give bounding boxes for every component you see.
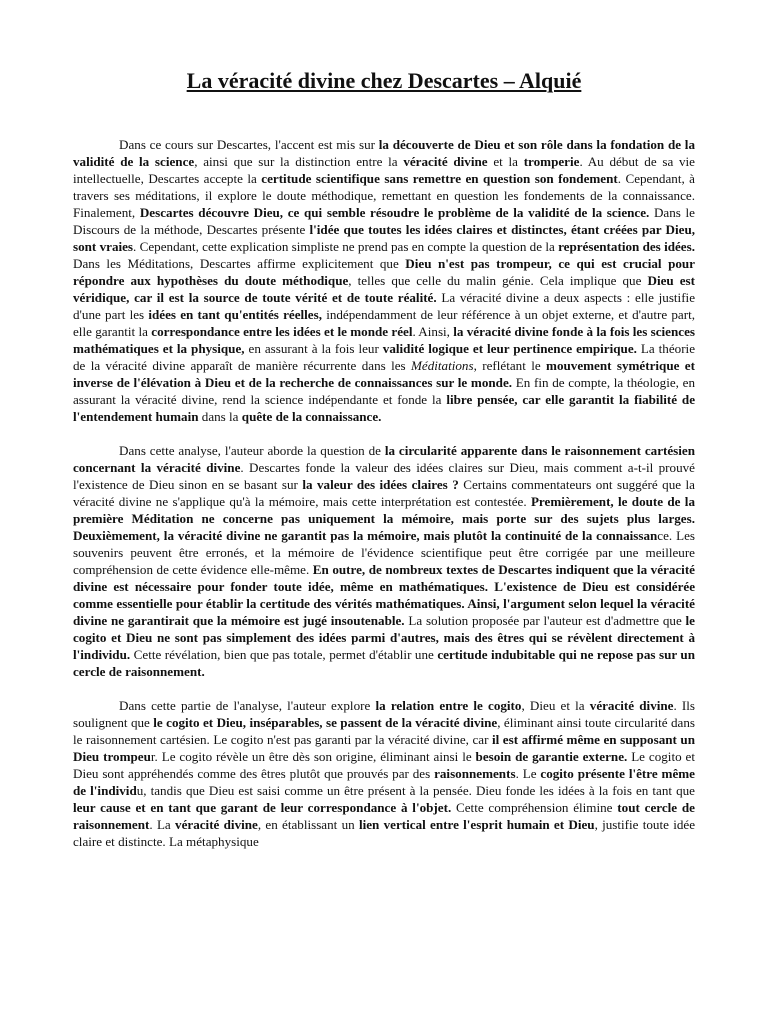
bold-run: Dieu est véridique, car il est la source de toute vérité et de toute réalité. xyxy=(73,273,696,305)
text-run: dans la xyxy=(198,409,242,424)
bold-run: leur cause et en tant que garant de leur correspondance à l'objet. xyxy=(73,800,452,815)
bold-run: certitude scientifique sans remettre en question son fondement xyxy=(261,171,618,186)
text-run: , en établissant un xyxy=(257,817,359,832)
text-run: . La xyxy=(149,817,176,832)
document-page xyxy=(73,66,695,867)
bold-run: la véracité divine fonde à la fois les sciences mathématiques et la physique, xyxy=(73,324,695,356)
text-run: La solution proposée par l'auteur est d'admettre que xyxy=(404,613,686,628)
text-run: Dans le Discours de la méthode, Descartes présente xyxy=(73,205,695,237)
document-title: La véracité divine chez Descartes – Alquié xyxy=(186,68,582,93)
bold-run: véracité divine xyxy=(175,817,258,832)
italic-run: Méditations xyxy=(411,358,474,373)
text-run: Certains commentateurs ont suggéré que la véracité divine ne s'applique qu'à la mémoire, mais cette interprétation est contestée. xyxy=(73,477,695,509)
bold-run: l'idée que toutes les idées claires et distinctes, étant créées par Dieu, sont vraies xyxy=(73,222,695,254)
text-run: et la xyxy=(487,154,524,169)
paragraph-3 xyxy=(73,697,695,850)
bold-run: idées en tant qu'entités réelles, xyxy=(148,307,322,322)
paragraph-1 xyxy=(73,136,695,425)
text-run: , reflétant le xyxy=(473,358,547,373)
text-run: Dans les Méditations, Descartes affirme explicitement que xyxy=(73,256,406,271)
bold-run: Premièrement, le doute de la première Méditation ne concerne pas uniquement la mémoire, mais porte sur des sujets plus larges. Deuxièmement, la véracité divine ne garantit pas la mémoire, mais plutôt la continuité de la connaissan xyxy=(73,494,695,543)
bold-run: tout cercle de raisonnement xyxy=(73,800,695,832)
bold-run: la relation entre le cogito xyxy=(375,698,522,713)
text-run: u, tandis que Dieu est saisi comme un être présent à la pensée. Dieu fonde les idées à la fois en tant que xyxy=(136,783,695,798)
bold-run: il est affirmé même en supposant un Dieu trompeu xyxy=(73,732,695,764)
text-run: . Ainsi, xyxy=(412,324,454,339)
bold-run: lien vertical entre l'esprit humain et Dieu xyxy=(358,817,595,832)
bold-run: Dieu n'est pas trompeur, ce qui est crucial pour répondre aux hypothèses du doute méthodique xyxy=(73,256,695,288)
text-run: en assurant à la fois leur xyxy=(244,341,383,356)
bold-run: raisonnements xyxy=(434,766,516,781)
text-run: indépendamment de leur référence à un objet externe, et d'autre part, elle garantit la xyxy=(73,307,695,339)
text-run: , telles que celle du malin génie. Cela implique que xyxy=(348,273,648,288)
bold-run: la valeur des idées claires ? xyxy=(302,477,459,492)
text-run: r. Le cogito révèle un être dès son origine, éliminant ainsi le xyxy=(150,749,476,764)
text-run: . Au début de sa vie intellectuelle, Descartes accepte la xyxy=(73,154,695,186)
text-run: , justifie toute idée claire et distincte. La métaphysique xyxy=(73,817,696,849)
text-run: . Cependant, à travers ses méditations, il explore le doute méthodique, remettant en question les fondements de la connaissance. Finalement, xyxy=(73,171,695,220)
document-body xyxy=(73,136,695,850)
text-run: . Descartes fonde la valeur des idées claires sur Dieu, mais comment a-t-il prouvé l'existence de Dieu sinon en se basant sur xyxy=(73,460,695,492)
text-run: La théorie de la véracité divine apparaît de manière récurrente dans les xyxy=(73,341,695,373)
bold-run: le cogito et Dieu, inséparables, se passent de la véracité divine xyxy=(153,715,498,730)
bold-run: véracité divine xyxy=(589,698,674,713)
bold-run: cogito présente l'être même de l'individ xyxy=(73,766,695,798)
bold-run: le cogito et Dieu ne sont pas simplement des idées parmi d'autres, mais des êtres qui se révèlent directement à l'individu. xyxy=(73,613,695,662)
bold-run: quête de la connaissance. xyxy=(241,409,382,424)
text-run: . Ils soulignent que xyxy=(73,698,696,730)
text-run: , éliminant ainsi toute circularité dans le raisonnement cartésien. Le cogito n'est pas garanti par la véracité divine, car xyxy=(73,715,695,747)
paragraph-2 xyxy=(73,442,695,680)
text-run: Dans cette partie de l'analyse, l'auteur explore xyxy=(119,698,376,713)
text-run: En fin de compte, la théologie, en assurant la véracité divine, rend la science indépendante et fonde la xyxy=(73,375,695,407)
bold-run: certitude indubitable qui ne repose pas sur un cercle de raisonnement. xyxy=(73,647,695,679)
bold-run: la circularité apparente dans le raisonnement cartésien concernant la véracité divine xyxy=(73,443,696,475)
text-run: Dans ce cours sur Descartes, l'accent est mis sur xyxy=(119,137,379,152)
text-run: . Le xyxy=(515,766,541,781)
bold-run: mouvement symétrique et inverse de l'élévation à Dieu et de la recherche de connaissances sur le monde. xyxy=(73,358,695,390)
text-run: Dans cette analyse, l'auteur aborde la question de xyxy=(119,443,385,458)
bold-run: véracité divine xyxy=(403,154,488,169)
text-run: . Cependant, cette explication simpliste ne prend pas en compte la question de la xyxy=(133,239,559,254)
text-run: Cette compréhension élimine xyxy=(451,800,618,815)
text-run: Le cogito et Dieu sont appréhendés comme des êtres plutôt que prouvés par des xyxy=(73,749,695,781)
text-run: La véracité divine a deux aspects : elle justifie d'une part les xyxy=(73,290,695,322)
bold-run: En outre, de nombreux textes de Descartes indiquent que la véracité divine est nécessaire pour fonder toute idée, même en mathématiques. L'existence de Dieu est considérée comme essentielle pour établir la certitude des vérités mathématiques. Ainsi, l'argument selon lequel la véracité divine ne garantirait que la mémoire est jugé insoutenable. xyxy=(73,562,695,628)
text-run: Cette révélation, bien que pas totale, permet d'établir une xyxy=(130,647,438,662)
text-run: , Dieu et la xyxy=(521,698,590,713)
bold-run: validité logique et leur pertinence empirique. xyxy=(382,341,637,356)
bold-run: besoin de garantie externe. xyxy=(475,749,628,764)
bold-run: représentation des idées. xyxy=(558,239,695,254)
text-run: , ainsi que sur la distinction entre la xyxy=(194,154,404,169)
bold-run: correspondance entre les idées et le monde réel xyxy=(151,324,413,339)
text-run: ce. Les souvenirs peuvent être erronés, et la mémoire de l'évidence scientifique peut être corrigée par une meilleure compréhension de cette évidence elle-même. xyxy=(73,528,695,577)
bold-run: Descartes découvre Dieu, ce qui semble résoudre le problème de la validité de la science. xyxy=(139,205,650,220)
bold-run: la découverte de Dieu et son rôle dans la fondation de la validité de la science xyxy=(73,137,695,169)
bold-run: tromperie xyxy=(523,154,580,169)
bold-run: libre pensée, car elle garantit la fiabilité de l'entendement humain xyxy=(73,392,696,424)
